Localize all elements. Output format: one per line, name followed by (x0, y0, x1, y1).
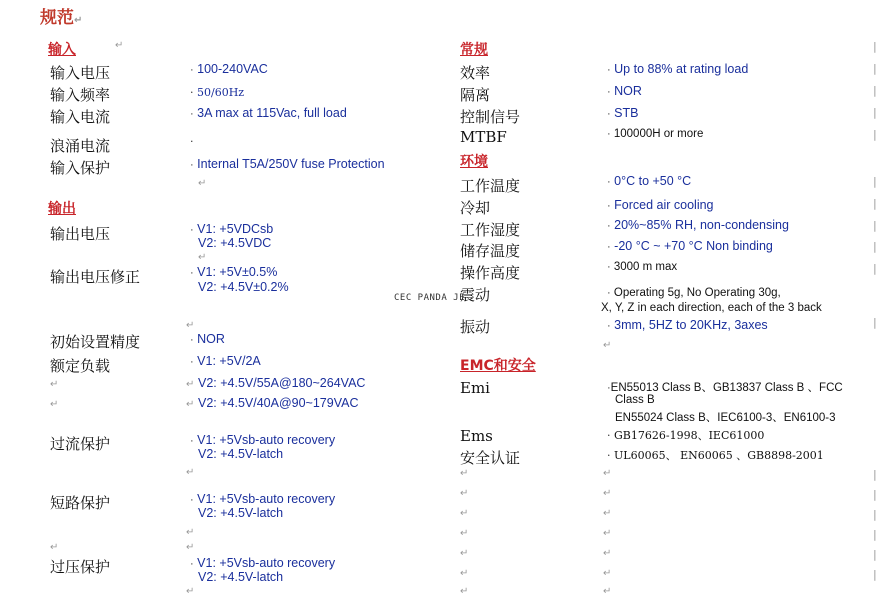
paragraph-mark: ↵ (186, 527, 195, 538)
paragraph-mark: ↵ (603, 340, 612, 351)
initial-accuracy-value: · NOR (190, 332, 225, 346)
short-circuit-v1: · V1: +5Vsb-auto recovery (190, 492, 336, 506)
environment-section-heading: 环境 (460, 154, 488, 170)
paragraph-mark: ↵ (186, 379, 195, 390)
isolation-value: · NOR (607, 84, 642, 98)
output-voltage-label: 输出电压 (50, 225, 111, 243)
paragraph-mark: ↵ (603, 488, 612, 499)
control-signal-label: 控制信号 (460, 108, 521, 126)
ems-label: Ems (460, 427, 493, 445)
input-current-label: 输入电流 (50, 108, 111, 126)
short-circuit-label: 短路保护 (50, 494, 111, 512)
paragraph-mark: ↵ (186, 542, 195, 553)
table-edge-marker: | (873, 262, 877, 275)
overcurrent-v2: V2: +4.5V-latch (198, 447, 284, 461)
table-edge-marker: | (873, 62, 877, 75)
paragraph-mark: ↵ (460, 488, 469, 499)
shock-label: 震动 (460, 286, 491, 304)
efficiency-value: · Up to 88% at rating load (607, 62, 749, 76)
paragraph-mark: ↵ (603, 568, 612, 579)
output-section-heading: 输出 (48, 201, 76, 217)
paragraph-mark: ↵ (186, 399, 195, 410)
emi-line3: EN55024 Class B、IEC6100-3、EN6100-3 (615, 412, 836, 424)
paragraph-mark: ↵ (603, 468, 612, 479)
input-section-heading: 输入 (48, 42, 76, 58)
emi-line1: ·EN55013 Class B、GB13837 Class B 、FCC (607, 382, 843, 394)
inrush-current-label: 浪涌电流 (50, 137, 111, 155)
paragraph-mark: ↵ (186, 467, 195, 478)
watermark-text: CEC PANDA JE (394, 293, 466, 303)
output-voltage-v1: · V1: +5VDCsb (190, 222, 274, 236)
emi-label: Emi (460, 379, 490, 397)
altitude-label: 操作高度 (460, 264, 521, 282)
output-voltage-v2: V2: +4.5VDC (198, 236, 272, 250)
paragraph-mark: ↵ (460, 508, 469, 519)
table-edge-marker: | (873, 106, 877, 119)
input-frequency-label: 输入频率 (50, 86, 111, 104)
table-edge-marker: | (873, 568, 877, 581)
input-frequency-value: · 50/60Hz (190, 86, 245, 99)
operating-humidity-value: · 20%~85% RH, non-condensing (607, 218, 789, 232)
table-edge-marker: | (873, 175, 877, 188)
overvoltage-v1: · V1: +5Vsb-auto recovery (190, 556, 336, 570)
paragraph-mark: ↵ (460, 586, 469, 597)
efficiency-label: 效率 (460, 64, 491, 82)
overcurrent-label: 过流保护 (50, 435, 111, 453)
operating-temp-label: 工作温度 (460, 177, 521, 195)
table-edge-marker: | (873, 128, 877, 141)
table-edge-marker: | (873, 197, 877, 210)
input-voltage-value: · 100-240VAC (190, 62, 268, 76)
table-edge-marker: | (873, 40, 877, 53)
vibration-value: · 3mm, 5HZ to 20KHz, 3axes (607, 318, 768, 332)
paragraph-mark: ↵ (50, 399, 59, 410)
mtbf-label: MTBF (460, 128, 507, 146)
rated-load-v2a: V2: +4.5V/55A@180~264VAC (198, 376, 366, 390)
altitude-value: · 3000 m max (607, 261, 678, 273)
table-edge-marker: | (873, 219, 877, 232)
storage-temp-value: · -20 °C ~ +70 °C Non binding (607, 239, 773, 253)
paragraph-mark: ↵ (603, 528, 612, 539)
input-protection-label: 输入保护 (50, 159, 111, 177)
operating-temp-value: · 0°C to +50 °C (607, 174, 692, 188)
storage-temp-label: 储存温度 (460, 242, 521, 260)
paragraph-mark: ↵ (603, 586, 612, 597)
paragraph-mark: ↵ (460, 468, 469, 479)
paragraph-mark: ↵ (115, 40, 124, 51)
overcurrent-v1: · V1: +5Vsb-auto recovery (190, 433, 336, 447)
inrush-current-value: · (190, 135, 194, 148)
input-protection-value: · Internal T5A/250V fuse Protection (190, 157, 385, 171)
operating-humidity-label: 工作湿度 (460, 221, 521, 239)
safety-cert-label: 安全认证 (460, 449, 521, 467)
mtbf-value: · 100000H or more (607, 128, 704, 140)
control-signal-value: · STB (607, 106, 639, 120)
paragraph-mark: ↵ (460, 568, 469, 579)
table-edge-marker: | (873, 488, 877, 501)
paragraph-mark: ↵ (50, 542, 59, 553)
paragraph-mark: ↵ (198, 252, 207, 263)
shock-line2: X, Y, Z in each direction, each of the 3 back (601, 302, 822, 314)
isolation-label: 隔离 (460, 86, 491, 104)
paragraph-mark: ↵ (198, 178, 207, 189)
ems-value: · GB17626-1998、IEC61000 (607, 429, 765, 442)
paragraph-mark: ↵ (186, 320, 195, 331)
output-adjust-v1: · V1: +5V±0.5% (190, 265, 278, 279)
paragraph-mark: ↵ (460, 548, 469, 559)
table-edge-marker: | (873, 468, 877, 481)
table-edge-marker: | (873, 508, 877, 521)
paragraph-mark: ↵ (186, 586, 195, 597)
short-circuit-v2: V2: +4.5V-latch (198, 506, 284, 520)
paragraph-mark: ↵ (603, 508, 612, 519)
output-adjust-label: 输出电压修正 (50, 268, 141, 286)
table-edge-marker: | (873, 316, 877, 329)
general-section-heading: 常规 (460, 42, 488, 58)
table-edge-marker: | (873, 84, 877, 97)
initial-accuracy-label: 初始设置精度 (50, 333, 141, 351)
safety-cert-value: · UL60065、 EN60065 、GB8898-2001 (607, 449, 824, 462)
cooling-value: · Forced air cooling (607, 198, 714, 212)
rated-load-label: 额定负载 (50, 357, 111, 375)
emi-line2: Class B (615, 394, 655, 406)
table-edge-marker: | (873, 240, 877, 253)
paragraph-mark: ↵ (603, 548, 612, 559)
input-current-value: · 3A max at 115Vac, full load (190, 106, 347, 120)
table-edge-marker: | (873, 528, 877, 541)
vibration-label: 振动 (460, 318, 491, 336)
paragraph-mark: ↵ (50, 379, 59, 390)
output-adjust-v2: V2: +4.5V±0.2% (198, 280, 289, 294)
rated-load-v2b: V2: +4.5V/40A@90~179VAC (198, 396, 359, 410)
overvoltage-v2: V2: +4.5V-latch (198, 570, 284, 584)
table-edge-marker: | (873, 548, 877, 561)
shock-line1: · Operating 5g, No Operating 30g, (607, 287, 781, 299)
page-title: 规范↵ (40, 8, 83, 28)
rated-load-v1: · V1: +5V/2A (190, 354, 261, 368)
input-voltage-label: 输入电压 (50, 64, 111, 82)
cooling-label: 冷却 (460, 199, 491, 217)
emc-section-heading: EMC和安全 (460, 358, 536, 374)
overvoltage-label: 过压保护 (50, 558, 111, 576)
paragraph-mark: ↵ (460, 528, 469, 539)
